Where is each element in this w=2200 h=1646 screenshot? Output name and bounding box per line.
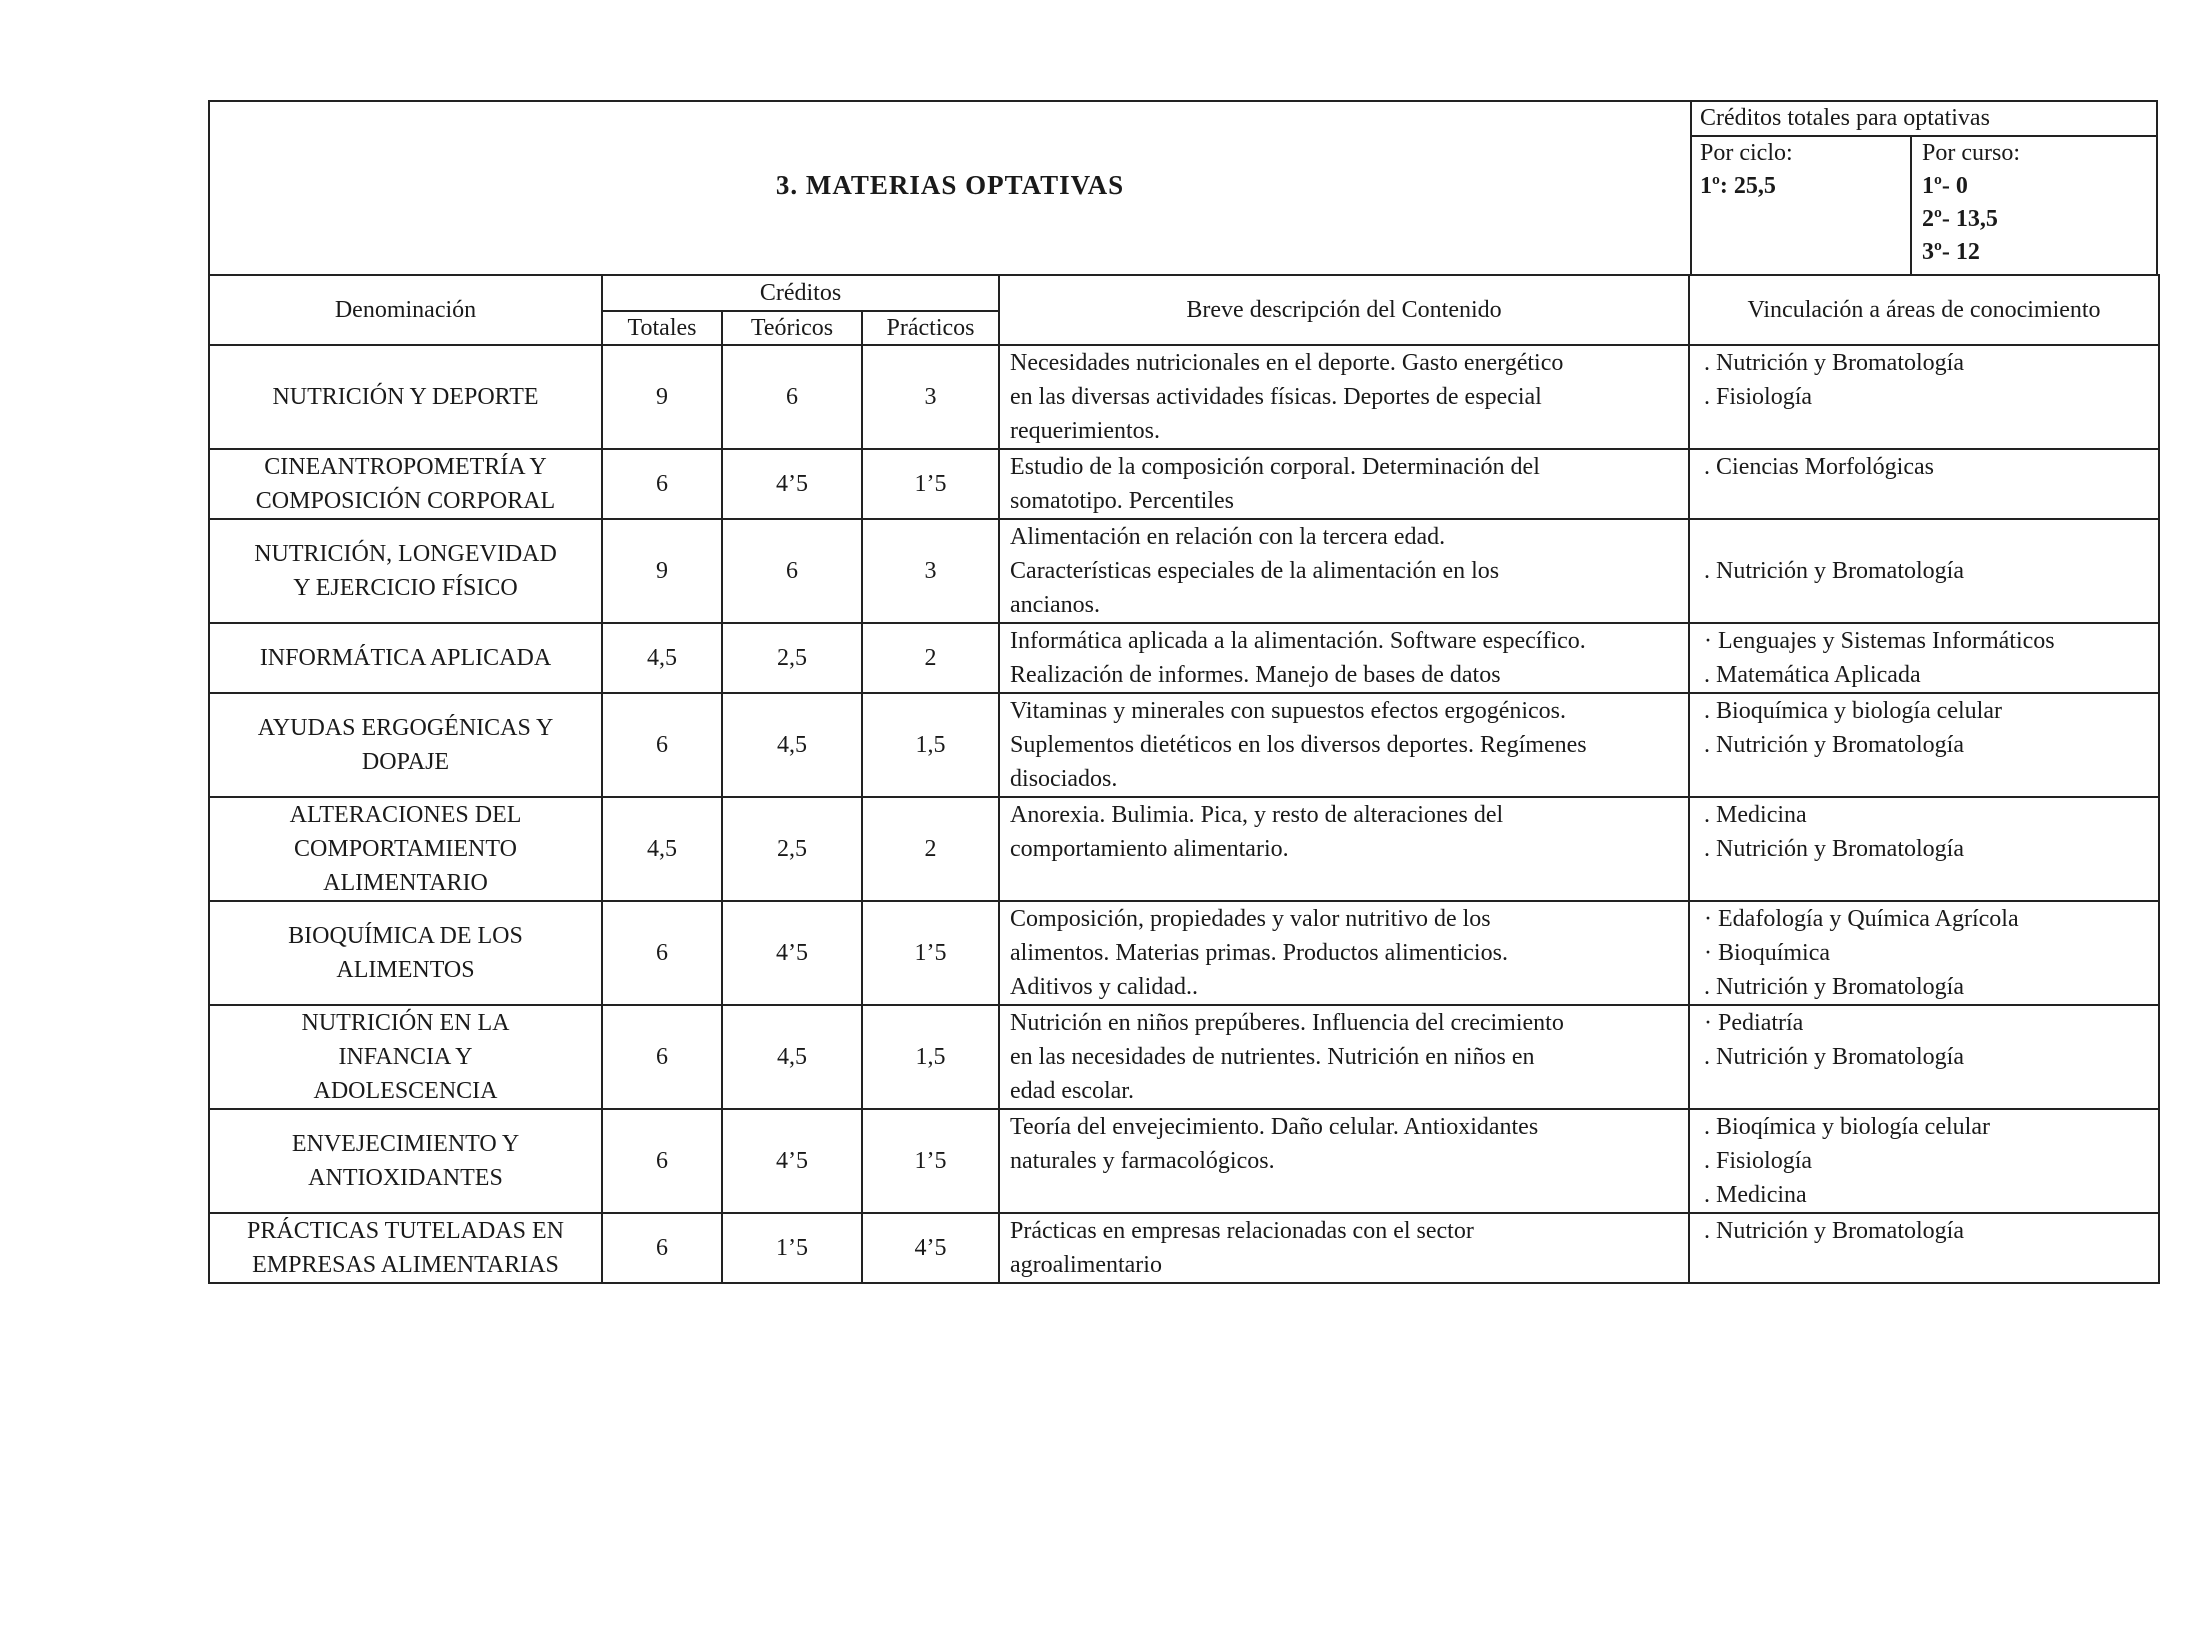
description-line: naturales y farmacológicos. <box>1010 1148 1275 1174</box>
table-row <box>209 1213 2159 1283</box>
content-description <box>999 623 1689 693</box>
table-row <box>209 623 2159 693</box>
page-title: 3. MATERIAS OPTATIVAS <box>775 170 1125 200</box>
knowledge-areas <box>1689 345 2159 449</box>
credits-practicos: 2 <box>862 797 999 901</box>
subject-name-line: COMPOSICIÓN CORPORAL <box>255 488 556 514</box>
area-line: · Lenguajes y Sistemas Informáticos <box>1704 628 2055 654</box>
description-line: disociados. <box>1010 766 1118 792</box>
credits-practicos: 3 <box>862 345 999 449</box>
credits-totales: 6 <box>602 1213 722 1283</box>
subject-name-line: ANTIOXIDANTES <box>308 1165 503 1191</box>
area-line: . Matemática Aplicada <box>1704 662 1921 688</box>
description-line: ancianos. <box>1010 592 1100 618</box>
knowledge-areas <box>1689 693 2159 797</box>
area-line: . Fisiología <box>1704 384 1813 410</box>
col-header-totales: Totales <box>602 311 722 345</box>
area-line: . Nutrición y Bromatología <box>1704 350 1964 376</box>
table-row <box>209 519 2159 623</box>
subject-name-line: NUTRICIÓN EN LA <box>301 1010 510 1036</box>
credits-practicos: 2 <box>862 623 999 693</box>
credits-totales: 9 <box>602 345 722 449</box>
table-row <box>209 449 2159 519</box>
subject-name-line: AYUDAS ERGOGÉNICAS Y <box>257 715 554 741</box>
knowledge-areas <box>1689 449 2159 519</box>
description-line: edad escolar. <box>1010 1078 1134 1104</box>
subject-name <box>209 345 602 449</box>
area-line: . Bioqímica y biología celular <box>1704 1114 1990 1140</box>
description-line: en las necesidades de nutrientes. Nutrición en niños en <box>1010 1044 1535 1070</box>
credits-teoricos: 1’5 <box>722 1213 862 1283</box>
area-line: . Nutrición y Bromatología <box>1704 974 1964 1000</box>
credits-teoricos: 6 <box>722 345 862 449</box>
credits-teoricos: 6 <box>722 519 862 623</box>
por-curso-value: 1º- 0 <box>1922 173 1968 199</box>
table-row <box>209 1109 2159 1213</box>
table-row <box>209 797 2159 901</box>
subject-name <box>209 1005 602 1109</box>
table-row <box>209 345 2159 449</box>
knowledge-areas <box>1689 623 2159 693</box>
content-description <box>999 519 1689 623</box>
credits-practicos: 3 <box>862 519 999 623</box>
subject-name-line: ADOLESCENCIA <box>313 1078 498 1104</box>
content-description <box>999 901 1689 1005</box>
subject-name-line: NUTRICIÓN Y DEPORTE <box>272 384 539 410</box>
subject-name-line: PRÁCTICAS TUTELADAS EN <box>247 1218 564 1244</box>
subject-name-line: ALIMENTOS <box>336 957 475 983</box>
subject-name-line: Y EJERCICIO FÍSICO <box>293 575 518 601</box>
content-description <box>999 693 1689 797</box>
description-line: Prácticas en empresas relacionadas con el sector <box>1010 1218 1474 1244</box>
credits-teoricos: 4,5 <box>722 1005 862 1109</box>
document-sheet <box>208 100 2158 1284</box>
credits-totales: 6 <box>602 1005 722 1109</box>
area-line: · Pediatría <box>1704 1010 1804 1036</box>
area-line: . Bioquímica y biología celular <box>1704 698 2002 724</box>
description-line: comportamiento alimentario. <box>1010 836 1289 862</box>
table-row <box>209 1005 2159 1109</box>
description-line: Estudio de la composición corporal. Determinación del <box>1010 454 1540 480</box>
por-curso-value: 2º- 13,5 <box>1922 206 1998 232</box>
description-line: Composición, propiedades y valor nutritivo de los <box>1010 906 1491 932</box>
subject-name-line: DOPAJE <box>361 749 450 775</box>
credits-practicos: 1’5 <box>862 449 999 519</box>
col-header-vinculacion: Vinculación a áreas de conocimiento <box>1689 275 2159 345</box>
area-line: · Edafología y Química Agrícola <box>1704 906 2019 932</box>
table-row <box>209 693 2159 797</box>
credits-totales: 6 <box>602 449 722 519</box>
table-body <box>209 345 2159 1283</box>
subject-name-line: EMPRESAS ALIMENTARIAS <box>252 1252 559 1278</box>
subject-name-line: BIOQUÍMICA DE LOS <box>288 923 523 949</box>
description-line: Nutrición en niños prepúberes. Influencia del crecimiento <box>1010 1010 1564 1036</box>
credits-title: Créditos totales para optativas <box>1692 102 2156 137</box>
subject-name-line: INFORMÁTICA APLICADA <box>259 645 552 671</box>
area-line: . Nutrición y Bromatología <box>1704 732 1964 758</box>
credits-totales: 4,5 <box>602 623 722 693</box>
col-header-creditos: Créditos <box>602 275 999 311</box>
subject-name-line: NUTRICIÓN, LONGEVIDAD <box>254 541 557 567</box>
col-header-teoricos: Teóricos <box>722 311 862 345</box>
subject-name-line: CINEANTROPOMETRÍA Y <box>264 454 547 480</box>
description-line: Alimentación en relación con la tercera edad. <box>1010 524 1446 550</box>
por-ciclo-label: Por ciclo: <box>1700 140 1793 166</box>
por-ciclo <box>1692 137 1910 203</box>
por-curso <box>1910 137 2156 274</box>
credits-teoricos: 2,5 <box>722 623 862 693</box>
knowledge-areas <box>1689 797 2159 901</box>
credits-practicos: 4’5 <box>862 1213 999 1283</box>
knowledge-areas <box>1689 1005 2159 1109</box>
content-description <box>999 1213 1689 1283</box>
col-header-denominacion: Denominación <box>209 275 602 345</box>
subject-name-line: INFANCIA Y <box>338 1044 473 1070</box>
credits-teoricos: 4’5 <box>722 449 862 519</box>
description-line: agroalimentario <box>1010 1252 1162 1278</box>
credits-practicos: 1’5 <box>862 1109 999 1213</box>
credits-teoricos: 2,5 <box>722 797 862 901</box>
knowledge-areas <box>1689 1213 2159 1283</box>
knowledge-areas <box>1689 901 2159 1005</box>
area-line: . Nutrición y Bromatología <box>1704 836 1964 862</box>
area-line: . Nutrición y Bromatología <box>1704 1044 1964 1070</box>
por-ciclo-value: 1º: 25,5 <box>1700 173 1776 199</box>
subject-name-line: ENVEJECIMIENTO Y <box>291 1131 520 1157</box>
area-line: . Ciencias Morfológicas <box>1704 454 1934 480</box>
area-line: . Medicina <box>1704 1182 1807 1208</box>
content-description <box>999 1109 1689 1213</box>
table-header-block <box>208 100 2158 274</box>
description-line: Realización de informes. Manejo de bases de datos <box>1010 662 1501 688</box>
description-line: Teoría del envejecimiento. Daño celular. Antioxidantes <box>1010 1114 1539 1140</box>
subject-name <box>209 519 602 623</box>
credits-practicos: 1’5 <box>862 901 999 1005</box>
subject-name <box>209 693 602 797</box>
description-line: en las diversas actividades físicas. Deportes de especial <box>1010 384 1542 410</box>
knowledge-areas <box>1689 519 2159 623</box>
description-line: Aditivos y calidad.. <box>1010 974 1198 1000</box>
credits-totales: 9 <box>602 519 722 623</box>
subject-name-line: ALTERACIONES DEL <box>289 802 522 828</box>
description-line: somatotipo. Percentiles <box>1010 488 1234 514</box>
credits-teoricos: 4’5 <box>722 901 862 1005</box>
area-line <box>1704 520 2152 554</box>
content-description <box>999 797 1689 901</box>
subjects-table <box>208 274 2160 1284</box>
credits-totales: 6 <box>602 901 722 1005</box>
area-line: · Bioquímica <box>1704 940 1831 966</box>
area-line: . Nutrición y Bromatología <box>1704 1218 1964 1244</box>
subject-name <box>209 797 602 901</box>
credits-teoricos: 4’5 <box>722 1109 862 1213</box>
knowledge-areas <box>1689 1109 2159 1213</box>
subject-name-line: ALIMENTARIO <box>323 870 488 896</box>
credits-teoricos: 4,5 <box>722 693 862 797</box>
description-line: Anorexia. Bulimia. Pica, y resto de alteraciones del <box>1010 802 1504 828</box>
table-row <box>209 901 2159 1005</box>
subject-name <box>209 1109 602 1213</box>
description-line: requerimientos. <box>1010 418 1160 444</box>
area-line: . Nutrición y Bromatología <box>1704 558 1964 584</box>
credits-totales: 6 <box>602 693 722 797</box>
description-line: Suplementos dietéticos en los diversos deportes. Regímenes <box>1010 732 1587 758</box>
area-line: . Fisiología <box>1704 1148 1813 1174</box>
col-header-descripcion: Breve descripción del Contenido <box>999 275 1689 345</box>
credits-practicos: 1,5 <box>862 693 999 797</box>
subject-name <box>209 1213 602 1283</box>
description-line: Características especiales de la alimentación en los <box>1010 558 1500 584</box>
subject-name <box>209 901 602 1005</box>
credits-totales: 6 <box>602 1109 722 1213</box>
content-description <box>999 449 1689 519</box>
description-line: alimentos. Materias primas. Productos alimenticios. <box>1010 940 1508 966</box>
subject-name-line: COMPORTAMIENTO <box>294 836 517 862</box>
credits-summary-box <box>1690 102 2156 274</box>
credits-practicos: 1,5 <box>862 1005 999 1109</box>
por-curso-label: Por curso: <box>1922 140 2020 166</box>
col-header-practicos: Prácticos <box>862 311 999 345</box>
subject-name <box>209 449 602 519</box>
credits-totales: 4,5 <box>602 797 722 901</box>
content-description <box>999 345 1689 449</box>
description-line: Informática aplicada a la alimentación. Software específico. <box>1010 628 1586 654</box>
content-description <box>999 1005 1689 1109</box>
subject-name <box>209 623 602 693</box>
description-line: Necesidades nutricionales en el deporte. Gasto energético <box>1010 350 1564 376</box>
por-curso-value: 3º- 12 <box>1922 239 1980 265</box>
area-line: . Medicina <box>1704 802 1807 828</box>
description-line: Vitaminas y minerales con supuestos efectos ergogénicos. <box>1010 698 1567 724</box>
